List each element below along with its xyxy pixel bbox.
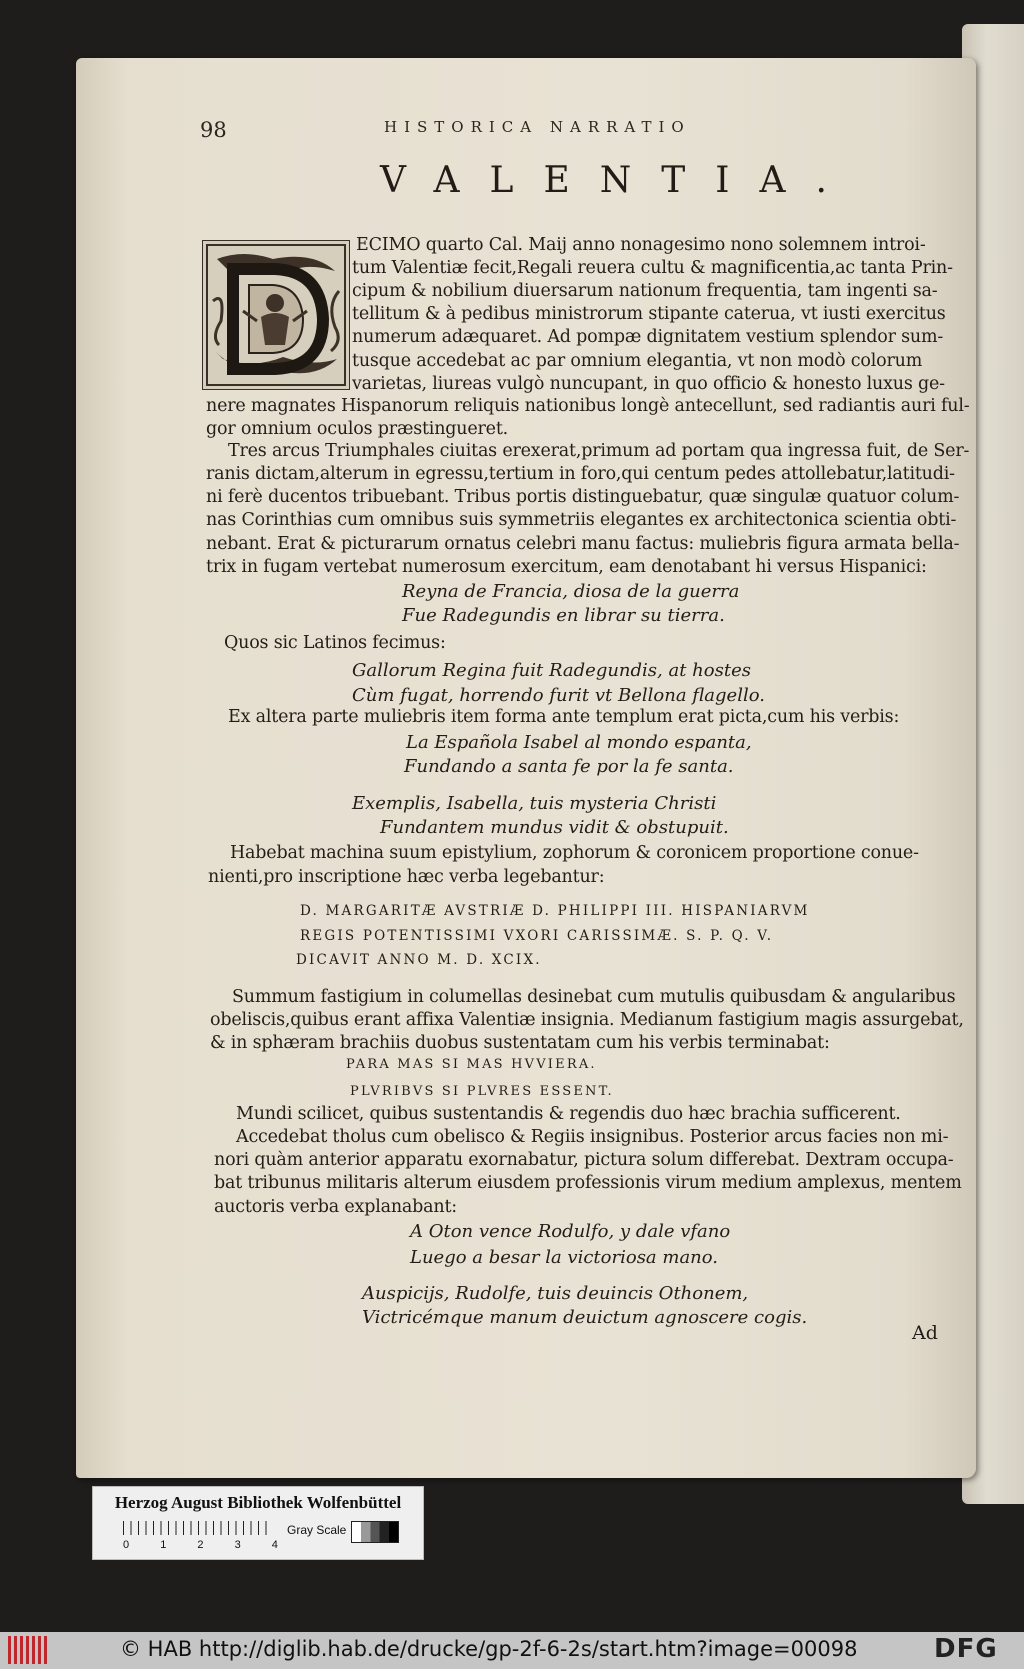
footer-bar [0,1632,1024,1669]
verse-line: La Española Isabel al mondo espanta, [406,732,752,753]
text-line: varietas, liureas vulgò nuncupant, in quo officio & honesto luxus ge- [352,374,945,394]
text-line: Mundi scilicet, quibus sustentandis & regendis duo hæc brachia sufficerent. [236,1104,901,1124]
text-line: cipum & nobilium diuersarum nationum frequentia, tam ingenti sa- [352,281,938,301]
motto-line: PLVRIBVS SI PLVRES ESSENT. [350,1084,614,1099]
ruler-scale [123,1521,273,1535]
verse-line: Fundando a santa fe por la fe santa. [404,756,734,777]
motto-line: PARA MAS SI MAS HVVIERA. [346,1057,597,1072]
text-line: nere magnates Hispanorum reliquis nationibus longè antecellunt, sed radiantis auri ful- [206,396,970,416]
verse-line: Fue Radegundis en librar su tierra. [402,605,725,626]
text-line: ECIMO quarto Cal. Maij anno nonagesimo nono solemnem introi- [356,235,926,255]
text-line: numerum adæquaret. Ad pompæ dignitatem vestium splendor sum- [352,327,944,347]
text-line: & in sphæram brachiis duobus sustentatam cum his verbis terminabat: [210,1033,830,1053]
gray-scale-swatch [351,1521,399,1543]
verse-line: A Oton vence Rodulfo, y dale vfano [410,1221,731,1242]
verse-line: Luego a besar la victoriosa mano. [410,1247,719,1268]
text-line: bat tribunus militaris alterum eiusdem professionis virum medium amplexus, mentem [214,1173,962,1193]
catchword: Ad [912,1322,938,1344]
text-line: nas Corinthias cum omnibus suis symmetriis elegantes ex architectonica scientia obti- [206,510,957,530]
text-line: obeliscis,quibus erant affixa Valentiæ insignia. Medianum fastigium magis assurgebat, [210,1010,964,1030]
running-head: HISTORICA NARRATIO [384,118,691,136]
text-line: Summum fastigium in columellas desinebat cum mutulis quibusdam & angularibus [232,987,956,1007]
text-line: auctoris verba explanabant: [214,1197,457,1217]
inscription-line: REGIS POTENTISSIMI VXORI CARISSIMÆ. S. P. Q. V. [300,928,774,944]
text-line: Ex altera parte muliebris item forma ante templum erat picta,cum his verbis: [228,707,900,727]
text-line: tusque accedebat ac par omnium elegantia, vt non modò colorum [352,351,923,371]
text-line: Habebat machina suum epistylium, zophorum & coronicem proportione conue- [230,843,919,863]
text-line: ni ferè ducentos tribuebant. Tribus portis distinguebatur, quæ singulæ quatuor colum- [206,487,960,507]
footer-url[interactable]: © HAB http://diglib.hab.de/drucke/gp-2f-6-2s/start.htm?image=00098 [120,1637,858,1661]
library-name: Herzog August Bibliothek Wolfenbüttel [114,1493,402,1512]
text-line: nienti,pro inscriptione hæc verba legebantur: [208,867,605,887]
ruler-numbers: 0 1 2 3 4 [123,1539,278,1551]
color-calibration-strip [92,1486,424,1560]
text-line: Tres arcus Triumphales ciuitas erexerat,primum ad portam qua ingressa fuit, de Ser- [228,441,970,461]
verse-line: Reyna de Francia, diosa de la guerra [402,581,740,602]
text-line: Quos sic Latinos fecimus: [224,633,446,653]
text-line: trix in fugam vertebat numerosum exercitum, eam denotabant hi versus Hispanici: [206,557,927,577]
text-line: Accedebat tholus cum obelisco & Regiis insignibus. Posterior arcus facies non mi- [236,1127,949,1147]
page-number: 98 [200,118,227,142]
verse-line: Victricémque manum deuictum agnoscere cogis. [362,1307,808,1328]
gray-scale-label: Gray Scale [287,1523,347,1537]
text-line: nori quàm anterior apparatu exornabatur, pictura solum differebat. Dextram occupa- [214,1150,954,1170]
text-line: ranis dictam,alterum in egressu,tertium in foro,qui centum pedes attollebatur,latitudi- [206,464,955,484]
hab-logo-icon [8,1636,48,1664]
text-line: gor omnium oculos præstingueret. [206,419,509,439]
verse-line: Gallorum Regina fuit Radegundis, at hostes [352,660,751,681]
text-line: tum Valentiæ fecit,Regali reuera cultu & magnificentia,ac tanta Prin- [352,258,953,278]
decorated-initial-d [202,240,350,390]
inscription-line: D. MARGARITÆ AVSTRIÆ D. PHILIPPI III. HISPANIARVM [300,903,810,919]
verse-line: Auspicijs, Rudolfe, tuis deuincis Othonem, [362,1283,749,1304]
verse-line: Cùm fugat, horrendo furit vt Bellona flagello. [352,685,765,706]
inscription-line: DICAVIT ANNO M. D. XCIX. [296,952,542,968]
chapter-title: VALENTIA. [380,160,857,201]
text-line: tellitum & à pedibus ministrorum stipante caterua, vt iusti exercitus [352,304,946,324]
verse-line: Exemplis, Isabella, tuis mysteria Christi [352,793,717,814]
text-line: nebant. Erat & picturarum ornatus celebri manu factus: muliebris figura armata bella- [206,534,960,554]
verse-line: Fundantem mundus vidit & obstupuit. [380,817,729,838]
dfg-logo: DFG [934,1634,998,1664]
